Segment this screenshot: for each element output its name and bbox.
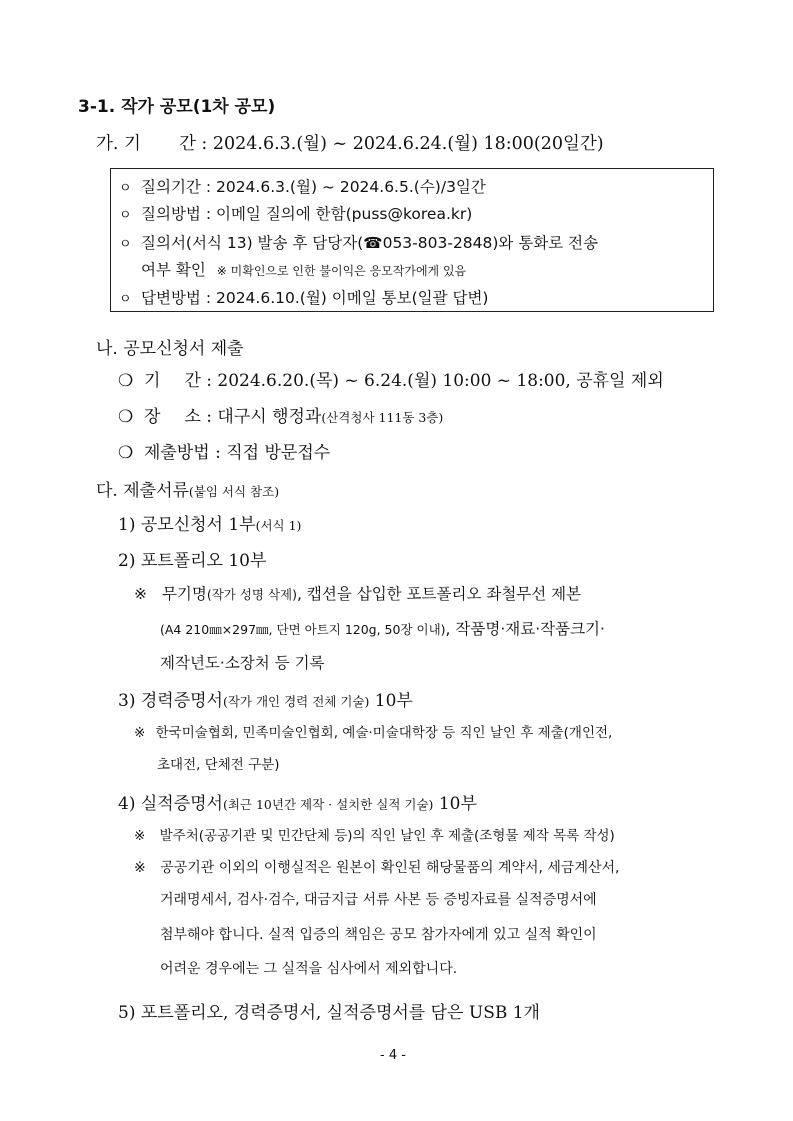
section-da-title: 다. 제출서류(붙임 서식 참조) <box>96 481 280 501</box>
application-period <box>96 130 604 155</box>
circle-bullet-icon: ❍ <box>118 407 134 427</box>
doc-item-3-note-line-1: ※ 한국미술협회, 민족미술인협회, 예술·미술대학장 등 직인 날인 후 제출(개인전, <box>134 725 613 741</box>
bullet-icon: ㅇ <box>119 181 132 196</box>
reference-mark-icon: ※ <box>134 860 146 876</box>
bullet-icon: ㅇ <box>119 208 132 223</box>
doc-item-2-note-line-2: (A4 210㎜×297㎜, 단면 아트지 120g, 50장 이내), 작품명·재료·작품크기· <box>160 620 605 638</box>
period-label-a: 가. 기 <box>96 134 141 154</box>
page-number: - 4 - <box>380 1048 406 1063</box>
doc-item-2-note-line-1: ※ 무기명(작가 성명 삭제), 캡션을 삽입한 포트폴리오 좌철무선 제본 <box>134 585 582 603</box>
reference-mark-icon: ※ <box>134 828 146 844</box>
doc-item-2: 2) 포트폴리오 10부 <box>118 551 267 571</box>
doc-item-5: 5) 포트폴리오, 경력증명서, 실적증명서를 담은 USB 1개 <box>118 1003 540 1023</box>
doc-item-3-note-line-2: 초대전, 단체전 구분) <box>157 757 280 773</box>
section-heading: 3-1. 작가 공모(1차 공모) <box>78 97 276 117</box>
bullet-icon: ㅇ <box>119 292 132 307</box>
circle-bullet-icon: ❍ <box>118 371 134 391</box>
inquiry-confirm-note: ※ 미확인으로 인한 불이익은 응모작가에게 있음 <box>216 264 467 278</box>
doc-item-4-note-2-line-3: 첨부해야 합니다. 실적 입증의 책임은 공모 참가자에게 있고 실적 확인이 <box>160 927 597 943</box>
period-label-b: 간 : 2024.6.3.(월) ~ 2024.6.24.(월) 18:00(20일간) <box>178 134 604 154</box>
section-na-title: 나. 공모신청서 제출 <box>96 339 244 359</box>
doc-item-3: 3) 경력증명서(작가 개인 경력 전체 기술) 10부 <box>118 691 413 711</box>
reference-mark-icon: ※ <box>134 725 146 741</box>
inquiry-confirm-row: 여부 확인 ※ 미확인으로 인한 불이익은 응모작가에게 있음 <box>141 261 467 279</box>
na-item-method: ❍ 제출방법 : 직접 방문접수 <box>118 443 331 463</box>
inquiry-method-row: ㅇ 질의방법 : 이메일 질의에 한함(puss@korea.kr) <box>119 205 473 223</box>
na-item-place: ❍ 장 소 : 대구시 행정과(산격청사 111동 3층) <box>118 407 444 427</box>
doc-item-4-note-2-line-2: 거래명세서, 검사·검수, 대금지급 서류 사본 등 증빙자료를 실적증명서에 <box>160 892 597 908</box>
reference-mark-icon: ※ <box>134 585 147 603</box>
inquiry-box <box>110 168 714 312</box>
doc-item-4: 4) 실적증명서(최근 10년간 제작 · 설치한 실적 기술) 10부 <box>118 794 477 814</box>
doc-item-1: 1) 공모신청서 1부(서식 1) <box>118 515 302 535</box>
doc-item-2-note-line-3: 제작년도·소장처 등 기록 <box>160 654 325 672</box>
doc-item-4-note-2-line-1: ※ 공공기관 이외의 이행실적은 원본이 확인된 해당물품의 계약서, 세금계산서, <box>134 860 620 876</box>
na-item-period: ❍ 기 간 : 2024.6.20.(목) ~ 6.24.(월) 10:00 ~ 18:00, 공휴일 제외 <box>118 371 664 391</box>
circle-bullet-icon: ❍ <box>118 443 134 463</box>
bullet-icon: ㅇ <box>119 237 132 252</box>
answer-method-row: ㅇ 답변방법 : 2024.6.10.(월) 이메일 통보(일괄 답변) <box>119 289 489 307</box>
doc-item-4-note-2-line-4: 어려운 경우에는 그 실적을 심사에서 제외합니다. <box>160 961 458 977</box>
doc-item-4-note-1: ※ 발주처(공공기관 및 민간단체 등)의 직인 날인 후 제출(조형물 제작 목록 작성) <box>134 828 615 844</box>
inquiry-period-row: ㅇ 질의기간 : 2024.6.3.(월) ~ 2024.6.5.(수)/3일간 <box>119 178 486 196</box>
inquiry-form-row: ㅇ 질의서(서식 13) 발송 후 담당자(☎053-803-2848)와 통화로 전송 <box>119 234 599 252</box>
